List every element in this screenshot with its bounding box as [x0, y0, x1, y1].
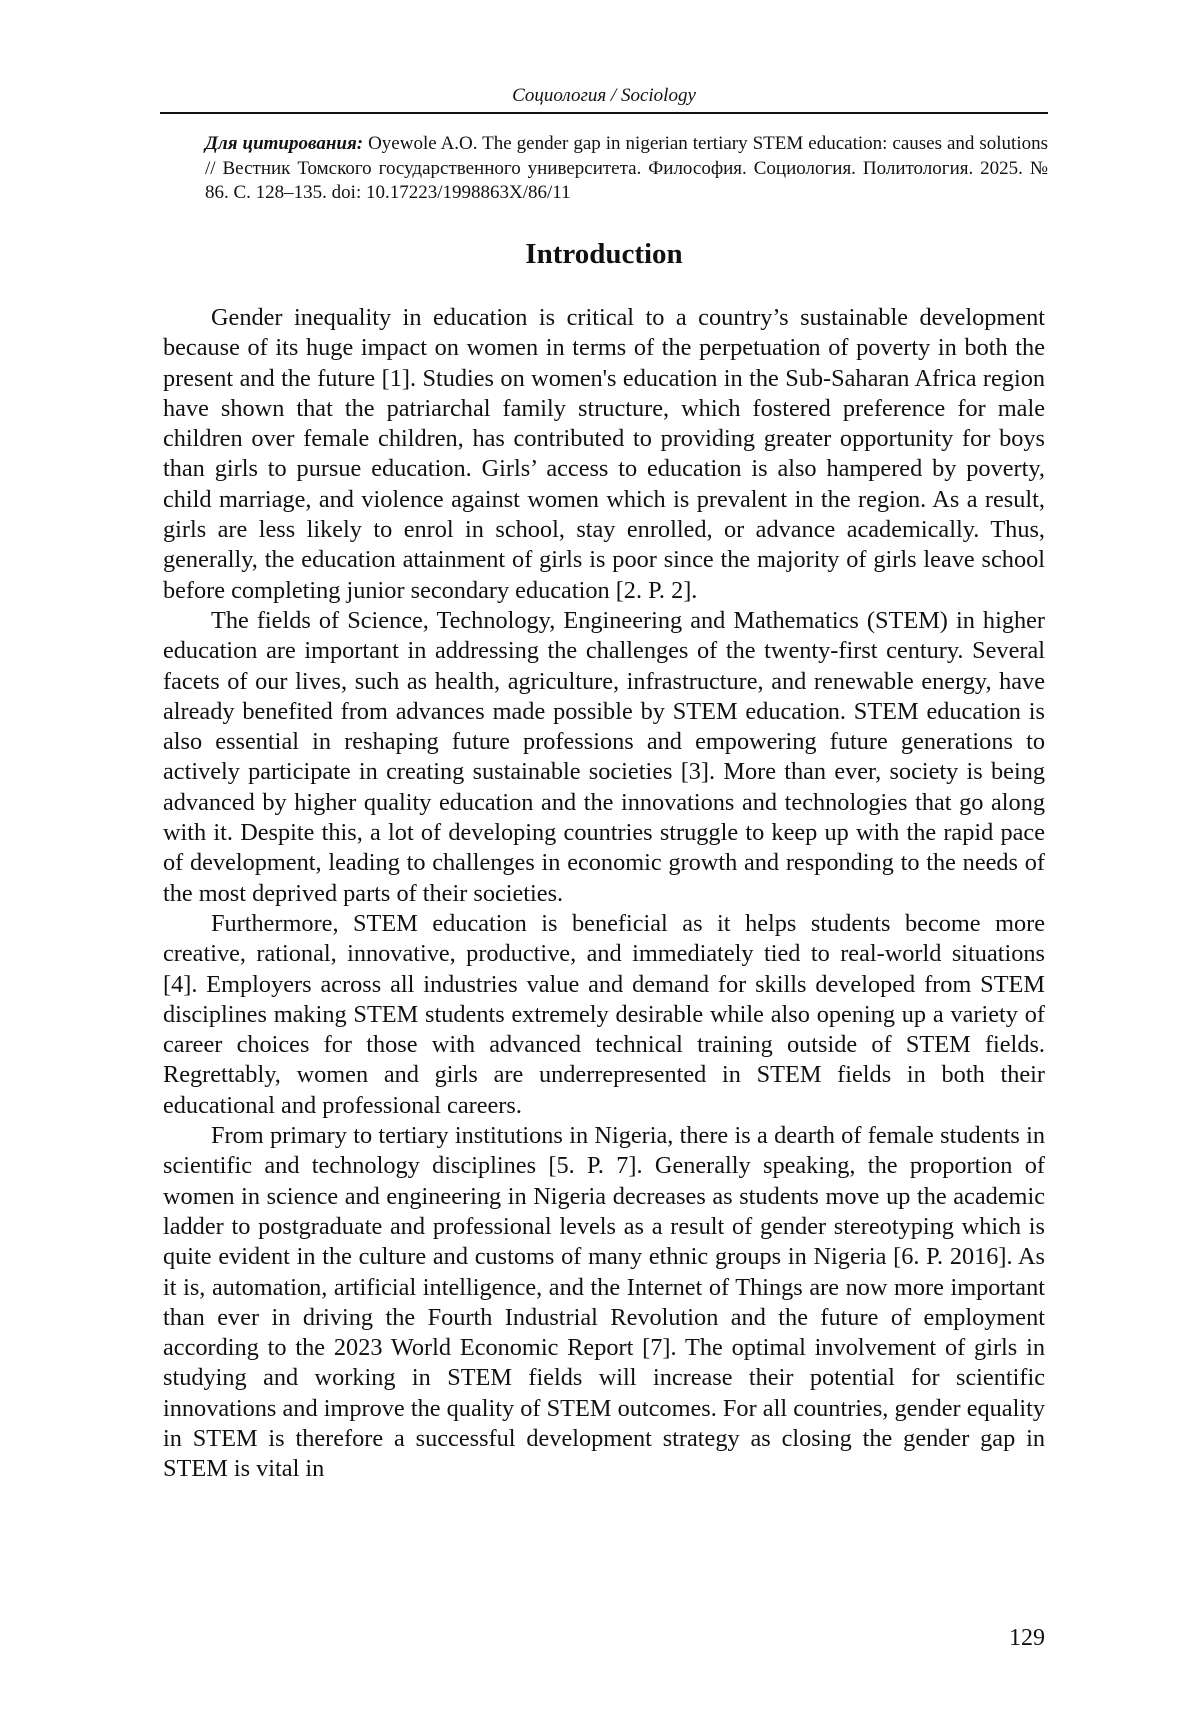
citation-label: Для цитирования:	[205, 133, 364, 154]
body-text	[163, 303, 1045, 1485]
citation-block	[205, 132, 1048, 206]
paragraph: Furthermore, STEM education is beneficial as it helps students become more creative, rational, innovative, productive, and immediately tied to real-world situations [4]. Employers across all industries value and demand for skills developed from STEM disciplines making STEM students extremely desirable while also opening up a variety of career choices for those with advanced technical training outside of STEM fields. Regrettably, women and girls are underrepresented in STEM fields in both their educational and professional careers.	[163, 909, 1045, 1119]
citation-text: Oyewole A.O. The gender gap in nigerian tertiary STEM education: causes and solutions // Вестник Томского государственного университета. Философия. Социология. Политология. 2025. № 86. С. 128–135. doi: 10.17223/1998863X/86/11	[205, 133, 1048, 203]
page-number: 129	[1009, 1625, 1045, 1651]
running-head: Социология / Sociology	[512, 85, 696, 106]
header-rule	[160, 112, 1048, 114]
paragraph: Gender inequality in education is critical to a country’s sustainable development because of its huge impact on women in terms of the perpetuation of poverty in both the present and the future [1]. Studies on women's education in the Sub-Saharan Africa region have shown that the patriarchal family structure, which fostered preference for male children over female children, has contributed to providing greater opportunity for boys than girls to pursue education. Girls’ access to education is also hampered by poverty, child marriage, and violence against women which is prevalent in the region. As a result, girls are less likely to enrol in school, stay enrolled, or advance academically. Thus, generally, the education attainment of girls is poor since the majority of girls leave school before completing junior secondary education [2. P. 2].	[163, 304, 1045, 604]
paragraph: From primary to tertiary institutions in Nigeria, there is a dearth of female students in scientific and technology disciplines [5. P. 7]. Generally speaking, the proportion of women in science and engineering in Nigeria decreases as students move up the academic ladder to postgraduate and professional levels as a result of gender stereotyping which is quite evident in the culture and customs of many ethnic groups in Nigeria [6. P. 2016]. As it is, automation, artificial intelligence, and the Internet of Things are now more important than ever in driving the Fourth Industrial Revolution and the future of employment according to the 2023 World Economic Report [7]. The optimal involvement of girls in studying and working in STEM fields will increase their potential for scientific innovations and improve the quality of STEM outcomes. For all countries, gender equality in STEM is therefore a successful development strategy as closing the gender gap in STEM is vital in	[163, 1122, 1045, 1483]
paragraph: The fields of Science, Technology, Engineering and Mathematics (STEM) in higher education are important in addressing the challenges of the twenty-first century. Several facets of our lives, such as health, agriculture, infrastructure, and renewable energy, have already benefited from advances made possible by STEM education. STEM education is also essential in reshaping future professions and empowering future generations to actively participate in creating sustainable societies [3]. More than ever, society is being advanced by higher quality education and the innovations and technologies that go along with it. Despite this, a lot of developing countries struggle to keep up with the rapid pace of development, leading to challenges in economic growth and responding to the needs of the most deprived parts of their societies.	[163, 606, 1045, 907]
section-title: Introduction	[525, 238, 683, 270]
